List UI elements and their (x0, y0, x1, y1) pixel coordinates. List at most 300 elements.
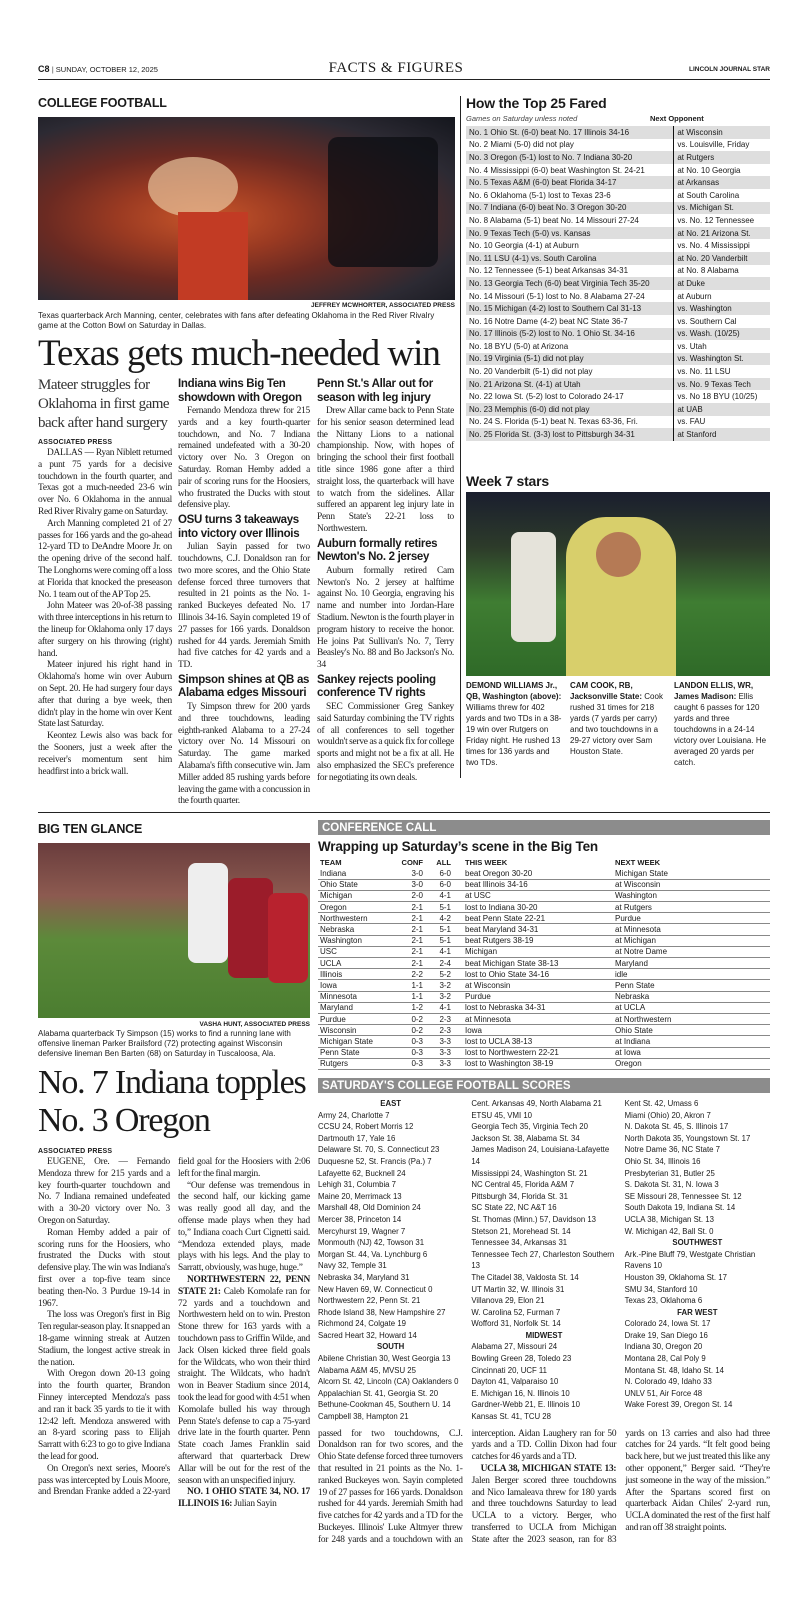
top25-row (466, 328, 770, 341)
star-caption (466, 680, 562, 768)
score-line: W. Michigan 42, Ball St. 0 (624, 1226, 714, 1236)
score-line: N. Dakota St. 45, S. Illinois 17 (624, 1122, 729, 1132)
team-name: Northwestern (318, 913, 393, 924)
top25-row (466, 164, 770, 177)
score-line: Richmond 24, Colgate 19 (318, 1319, 406, 1329)
conf-record: 2-1 (393, 946, 425, 957)
score-line: S. Dakota St. 31, N. Iowa 3 (624, 1180, 719, 1190)
paragraph-lead: NO. 1 OHIO STATE 34, NO. 17 ILLINOIS 16: (178, 1487, 310, 1510)
overall-record: 5-2 (425, 969, 453, 980)
team-name: Michigan State (318, 1036, 393, 1047)
team-name: Penn State (318, 1047, 393, 1058)
next-opponent: at UAB (674, 403, 770, 416)
next-opponent: vs. FAU (674, 416, 770, 429)
score-line: Notre Dame 36, NC State 7 (624, 1145, 720, 1155)
brief-headline: Penn St.'s Allar out for season with leg injury (317, 378, 433, 404)
score-line: Abilene Christian 30, West Georgia 13 (318, 1354, 451, 1364)
alabama-photo (38, 843, 310, 1018)
briefs-column-2 (178, 376, 310, 808)
this-week: lost to Indiana 30-20 (453, 902, 613, 913)
score-line: Montana 28, Cal Poly 9 (624, 1354, 706, 1364)
next-week: Purdue (613, 913, 770, 924)
team-name: USC (318, 946, 393, 957)
byline: ASSOCIATED PRESS (38, 1148, 113, 1155)
conf-record: 2-1 (393, 902, 425, 913)
standings-row (318, 1002, 770, 1013)
overall-record: 5-1 (425, 924, 453, 935)
paragraph-text: EUGENE, Ore. — Fernando Mendoza threw for 215 yards and a key fourth-quarter touchdown and No. 7 Indiana remained undefeated with a 30-20 victory over No. 3 Oregon on Saturday. (38, 1157, 170, 1226)
this-week: beat Oregon 30-20 (453, 868, 613, 879)
big-ten-standings (318, 857, 770, 1070)
overall-record: 2-3 (425, 1013, 453, 1024)
story-paragraph: Mateer injured his right hand in Oklahoma's home win over Auburn on Sept. 20. He had surgery four days after that during a bye week, then didn't play in the home win over Kent State last Saturday. (38, 660, 172, 730)
story-body (38, 448, 172, 778)
team-name: Oregon (318, 902, 393, 913)
next-week: Nebraska (613, 991, 770, 1002)
score-line: NC Central 45, Florida A&M 7 (471, 1180, 575, 1190)
score-line: UT Martin 32, W. Illinois 31 (471, 1284, 565, 1294)
region-header: MIDWEST (525, 1330, 563, 1340)
next-week: Penn State (613, 980, 770, 991)
score-line: Delaware St. 70, S. Connecticut 23 (318, 1145, 440, 1155)
top25-title: How the Top 25 Fared (466, 95, 607, 111)
this-week: lost to Northwestern 22-21 (453, 1047, 613, 1058)
paragraph-text: The loss was Oregon's first in Big Ten regular-season play. It snapped an 18-game winning streak at Autzen Stadium, the longest active streak in the nation. (38, 1310, 170, 1368)
next-opponent: vs. No. 4 Mississippi (674, 239, 770, 252)
next-opponent-header: Next Opponent (650, 114, 704, 123)
brief-headline: OSU turns 3 takeaways into victory over Illinois (178, 514, 300, 540)
conference-call-title: Wrapping up Saturday’s scene in the Big Ten (318, 839, 598, 854)
next-opponent: at Wisconsin (674, 126, 770, 139)
next-opponent: vs. Utah (674, 340, 770, 353)
standings-row (318, 1013, 770, 1024)
game-result: No. 1 Ohio St. (6-0) beat No. 17 Illinois 34-16 (466, 126, 674, 139)
col-team: TEAM (320, 858, 342, 867)
top25-row (466, 378, 770, 391)
game-result: No. 24 S. Florida (5-1) beat N. Texas 63-36, Fri. (469, 417, 638, 427)
score-line: Marshall 48, Old Dominion 24 (318, 1203, 421, 1213)
top25-row (466, 214, 770, 227)
standings-row (318, 946, 770, 957)
top25-row (466, 416, 770, 429)
score-line: Miami (Ohio) 20, Akron 7 (624, 1110, 711, 1120)
brief-text: Auburn formally retired Cam Newton's No. 2 jersey at halftime against No. 10 Georgia, engraving his name and number into Jordan-Hare Stadium. Newton is the fourth player in program history to receive the honor. He joins Pat Sullivan's No. 7, Terry Beasley's No. 88 and Bo Jackson's No. 34 (317, 565, 454, 671)
this-week: Michigan (453, 946, 613, 957)
score-line: Texas 23, Oklahoma 6 (624, 1296, 703, 1306)
score-line: Sacred Heart 32, Howard 14 (318, 1330, 417, 1340)
conf-record: 1-1 (393, 980, 425, 991)
brief-headline: Auburn formally retires Newton's No. 2 jersey (317, 537, 438, 564)
team-name: Ohio State (318, 879, 393, 890)
team-name: Wisconsin (318, 1025, 393, 1036)
game-result: No. 8 Alabama (5-1) beat No. 14 Missouri 27-24 (469, 215, 639, 225)
game-result: No. 23 Memphis (6-0) did not play (466, 403, 674, 416)
page-number: C8 (38, 64, 50, 74)
standings-row (318, 1036, 770, 1047)
this-week: beat Rutgers 38-19 (453, 935, 613, 946)
score-line: CCSU 24, Robert Morris 12 (318, 1122, 414, 1132)
game-result: No. 2 Miami (5-0) did not play (469, 140, 574, 150)
photo-caption: Texas quarterback Arch Manning, center, celebrates with fans after defeating Oklahoma in the Red River Rivalry game at the Cotton Bowl on Saturday in Dallas. (38, 311, 435, 330)
conf-record: 2-0 (393, 890, 425, 901)
score-line: W. Carolina 52, Furman 7 (471, 1307, 561, 1317)
this-week: Purdue (453, 991, 613, 1002)
game-result: No. 20 Vanderbilt (5-1) did not play (469, 367, 593, 377)
game-result: No. 6 Oklahoma (5-1) lost to Texas 23-6 (469, 190, 611, 200)
paper-name: LINCOLN JOURNAL STAR (688, 66, 770, 73)
team-name: Nebraska (318, 924, 393, 935)
next-opponent: vs. Michigan St. (674, 202, 770, 215)
overall-record: 4-1 (425, 890, 453, 901)
score-line: Pittsburgh 34, Florida St. 31 (471, 1191, 568, 1201)
score-line: Cincinnati 20, UCF 11 (471, 1365, 548, 1375)
byline: ASSOCIATED PRESS (38, 439, 113, 446)
game-result: No. 17 Illinois (5-2) lost to No. 1 Ohio St. 34-16 (466, 328, 674, 341)
top25-subtitle: Games on Saturday unless noted (466, 114, 578, 123)
score-line: Georgia Tech 35, Virginia Tech 20 (471, 1122, 588, 1132)
score-line: Jackson St. 38, Alabama St. 34 (471, 1133, 580, 1143)
story-paragraph (38, 1310, 170, 1369)
this-week: at USC (453, 890, 613, 901)
score-line: Cent. Arkansas 49, North Alabama 21 (471, 1099, 602, 1108)
scores-list (318, 1098, 770, 1423)
conf-record: 0-3 (393, 1058, 425, 1069)
brief-text: Drew Allar came back to Penn State for his senior season determined lead the Nittany Lions to a national championship. Now, with hopes of bringing the school their first football title since 1986 gone after a third straight loss, the quarterback will have to watch from the sidelines. Allar suffered an apparent leg injury late in Penn State's 22-21 loss to Northwestern. (317, 406, 454, 534)
next-opponent: at No. 8 Alabama (674, 265, 770, 278)
brief-text: SEC Commissioner Greg Sankey said Saturday combining the TV rights of all conferences to sell together wouldn't serve as a quick fix for college sports and might not be a fix at all. He also emphasized the SEC's preference for negotiating its own deals. (317, 701, 454, 783)
overall-record: 6-0 (425, 868, 453, 879)
score-line: N. Colorado 49, Idaho 33 (624, 1377, 712, 1387)
this-week: at Minnesota (453, 1013, 613, 1024)
region-header: SOUTHWEST (672, 1238, 723, 1248)
top25-row (466, 403, 770, 416)
photo-jersey (178, 212, 248, 300)
page-date: SUNDAY, OCTOBER 12, 2025 (55, 65, 158, 74)
top25-row (466, 252, 770, 265)
next-opponent: vs. No 18 BYU (10/25) (674, 390, 770, 403)
game-result: No. 14 Missouri (5-1) lost to No. 8 Alabama 27-24 (469, 291, 645, 301)
star-caption (570, 680, 666, 768)
star-caption (674, 680, 770, 768)
game-result: No. 3 Oregon (5-1) lost to No. 7 Indiana 30-20 (466, 151, 674, 164)
score-line: Mercer 38, Princeton 14 (318, 1214, 402, 1224)
standings-row (318, 969, 770, 980)
brief-text: Ty Simpson threw for 200 yards and three touchdowns, leading eighth-ranked Alabama to a 27-24 victory over No. 14 Missouri on Saturday. The game marked Alabama's fifth consecutive win. Jam Miller added 85 rushing yards before leaving the game with a concussion in the fourth quarter. (178, 701, 310, 807)
this-week: beat Illinois 34-16 (453, 879, 613, 890)
score-line: Dartmouth 17, Yale 16 (318, 1133, 396, 1143)
overall-record: 4-1 (425, 946, 453, 957)
score-line: Duquesne 52, St. Francis (Pa.) 7 (318, 1156, 432, 1166)
star-text: Cook rushed 31 times for 218 yards (7 yards per carry) and two touchdowns in a 29-27 victory over Sam Houston State. (570, 692, 663, 756)
conf-record: 2-1 (393, 958, 425, 969)
week7-photo (466, 492, 770, 676)
next-week: at Rutgers (613, 902, 770, 913)
news-brief (317, 378, 454, 536)
conf-record: 2-1 (393, 924, 425, 935)
photo-qb (188, 863, 228, 963)
score-line: New Haven 69, W. Connecticut 0 (318, 1284, 433, 1294)
overall-record: 3-3 (425, 1047, 453, 1058)
team-name: Washington (318, 935, 393, 946)
next-opponent: at Duke (674, 277, 770, 290)
top25-row (466, 428, 770, 441)
photo-lineman (228, 878, 273, 978)
top25-row (466, 353, 770, 366)
conf-record: 0-2 (393, 1025, 425, 1036)
standings-row (318, 879, 770, 890)
story-paragraph (178, 1181, 310, 1275)
game-result: No. 21 Arizona St. (4-1) at Utah (466, 378, 674, 391)
next-opponent: vs. No. 12 Tennessee (674, 214, 770, 227)
score-line: North Dakota 35, Youngstown St. 17 (624, 1133, 751, 1143)
top25-row (466, 176, 770, 189)
next-week: idle (613, 969, 770, 980)
photo-credit: JEFFREY MCWHORTER, ASSOCIATED PRESS (311, 302, 455, 309)
paragraph-text: Roman Hemby added a pair of scoring runs for the Hoosiers, who frustrated the Ducks with stout defensive play. The win was Indiana's first over a top-five team since beating then-No. 3 Purdue 19-14 in 1967. (38, 1227, 170, 1309)
top25-row (466, 290, 770, 303)
conf-record: 2-1 (393, 935, 425, 946)
game-result: No. 18 BYU (5-0) at Arizona (469, 341, 569, 351)
star-name: LANDON ELLIS, WR, James Madison: (674, 681, 754, 701)
story-paragraph (38, 1369, 170, 1463)
next-week: Michigan State (613, 868, 770, 879)
photo-player-white (511, 532, 556, 642)
game-result: No. 15 Michigan (4-2) lost to Southern Cal 31-13 (466, 302, 674, 315)
score-line: The Citadel 38, Valdosta St. 14 (471, 1272, 579, 1282)
top25-row (466, 227, 770, 240)
score-line: Gardner-Webb 21, E. Illinois 10 (471, 1400, 580, 1410)
paragraph-text: With Oregon down 20-13 going into the fourth quarter, Brandon Finney intercepted Mendoza's pass and ran it back 35 yards to tie it with 12:42 left. Mendoza answered with an 8-yard scoring pass to Elijah Sarratt with 6:23 to go to give Indiana the lead for good. (38, 1369, 170, 1462)
next-opponent: vs. Louisville, Friday (674, 139, 770, 152)
conf-record: 0-3 (393, 1036, 425, 1047)
paragraph-text: Caleb Komolafe ran for 72 yards and a touchdown and Northwestern held on to win. Preston Stone threw for 163 yards with a touchdown pass to Griffin Wilde, and Jack Olsen kicked three field goals for the Wildcats, who won their third straight. The Wildcats, who hadn't won in Beaver Stadium since 2014, took the lead for good with 4:51 when Komolafe bulled his way through Penn State's defense to cap a 75-yard drive late in the fourth quarter. Penn State coach James Franklin said afterward that quarterback Drew Allar will be out for the rest of the season with an unspecified injury. (178, 1286, 310, 1486)
standings-row (318, 902, 770, 913)
next-opponent: vs. No. 9 Texas Tech (674, 378, 770, 391)
score-line: St. Thomas (Minn.) 57, Davidson 13 (471, 1214, 596, 1224)
texas-story (38, 376, 172, 778)
top25-row (466, 202, 770, 215)
top25-row (466, 315, 770, 328)
conf-record: 2-1 (393, 913, 425, 924)
overall-record: 5-1 (425, 902, 453, 913)
conf-record: 3-0 (393, 868, 425, 879)
next-opponent: at No. 21 Arizona St. (674, 227, 770, 240)
this-week: beat Michigan State 38-13 (453, 958, 613, 969)
next-week: Washington (613, 890, 770, 901)
paragraph-lead: NORTHWESTERN 22, PENN STATE 21: (178, 1274, 310, 1297)
score-line: James Madison 24, Louisiana-Lafayette 14 (471, 1145, 610, 1166)
next-week: Oregon (613, 1058, 770, 1069)
news-brief (317, 674, 454, 785)
next-opponent: vs. Southern Cal (674, 315, 770, 328)
score-line: UCLA 38, Michigan St. 13 (624, 1214, 714, 1224)
paragraph-text: passed for two touchdowns, C.J. Donaldson ran for two scores, and the Ohio State defense forced three turnovers that resulted in 21 points as the No. 1-ranked Buckeyes won. Sayin completed 19 of 27 passes for 166 yards. Donaldson rushed for 44 yards. Jeremiah Smith had five catches for 42 yards and a TD for the Buckeyes. Illinois' Luke Altmyer threw for 248 yards and a touchdown with an interception. Aidan Laughery ran for 50 yards and a TD. Collin Dixon had four catches for 46 yards and a TD. (318, 1428, 617, 1545)
score-line: Dayton 41, Valparaiso 10 (471, 1377, 559, 1387)
team-name: Maryland (318, 1002, 393, 1013)
game-result: No. 5 Texas A&M (6-0) beat Florida 34-17 (466, 176, 674, 189)
score-line: Alabama A&M 45, MVSU 25 (318, 1365, 416, 1375)
brief-headline: Sankey rejects pooling conference TV rights (317, 673, 436, 700)
conf-record: 0-3 (393, 1047, 425, 1058)
score-line: E. Michigan 16, N. Illinois 10 (471, 1388, 570, 1398)
standings-row (318, 1058, 770, 1069)
region-header: FAR WEST (677, 1307, 718, 1317)
next-opponent: vs. No. 11 LSU (674, 365, 770, 378)
top25-row (466, 265, 770, 278)
score-line: Houston 39, Oklahoma St. 17 (624, 1272, 727, 1282)
overall-record: 2-4 (425, 958, 453, 969)
conference-call-bar: CONFERENCE CALL (318, 820, 770, 835)
team-name: Illinois (318, 969, 393, 980)
this-week: lost to Nebraska 34-31 (453, 1002, 613, 1013)
game-result: No. 16 Notre Dame (4-2) beat NC State 36-7 (469, 316, 628, 326)
standings-row (318, 924, 770, 935)
week7-title: Week 7 stars (466, 473, 549, 489)
score-line: Wake Forest 39, Oregon St. 14 (624, 1400, 733, 1410)
overall-record: 6-0 (425, 879, 453, 890)
region-header: EAST (380, 1099, 402, 1108)
score-line: Northwestern 22, Penn St. 21 (318, 1296, 421, 1306)
game-result: No. 9 Texas Tech (5-0) vs. Kansas (466, 227, 674, 240)
scores-bar: SATURDAY'S COLLEGE FOOTBALL SCORES (318, 1078, 770, 1093)
week7-stars (466, 680, 770, 768)
overall-record: 4-1 (425, 1002, 453, 1013)
score-line: Bethune-Cookman 45, Southern U. 14 (318, 1400, 451, 1410)
col-next-week: NEXT WEEK (615, 858, 661, 867)
this-week: beat Penn State 22-21 (453, 913, 613, 924)
score-line: Montana St. 48, Idaho St. 14 (624, 1365, 724, 1375)
score-line: Rhode Island 38, New Hampshire 27 (318, 1307, 446, 1317)
next-week: at Michigan (613, 935, 770, 946)
score-line: Villanova 29, Elon 21 (471, 1296, 545, 1306)
masthead-rule (38, 79, 770, 80)
score-line: Colorado 24, Iowa St. 17 (624, 1319, 711, 1329)
headline-texas: Texas gets much-needed win (38, 333, 440, 374)
next-opponent: at No. 20 Vanderbilt (674, 252, 770, 265)
score-line: Lehigh 31, Columbia 7 (318, 1180, 397, 1190)
score-line: Tennessee 34, Arkansas 31 (471, 1238, 568, 1248)
story-paragraph (38, 1157, 170, 1228)
score-line: Kent St. 42, Umass 6 (624, 1099, 699, 1108)
this-week: lost to Washington 38-19 (453, 1058, 613, 1069)
this-week: at Wisconsin (453, 980, 613, 991)
column-divider (460, 96, 461, 778)
texas-celebration-photo (38, 117, 455, 300)
indiana-story (38, 1148, 310, 1511)
paragraph-text: On Oregon's next series, Moore's pass was intercepted by Louis Moore, and Brendan Franke added a 22-yard field goal for the Hoosiers with 2:06 left for the final margin. (38, 1157, 310, 1498)
college-football-label: COLLEGE FOOTBALL (38, 96, 167, 110)
game-result: No. 7 Indiana (6-0) beat No. 3 Oregon 30-20 (466, 202, 674, 215)
photo-credit: VASHA HUNT, ASSOCIATED PRESS (199, 1021, 310, 1028)
overall-record: 3-2 (425, 980, 453, 991)
standings-row (318, 868, 770, 879)
standings-row (318, 958, 770, 969)
briefs-column-3 (317, 376, 454, 785)
score-line: SE Missouri 28, Tennessee St. 12 (624, 1191, 742, 1201)
score-line: Stetson 21, Morehead St. 14 (471, 1226, 571, 1236)
score-line: Indiana 30, Oregon 20 (624, 1342, 703, 1352)
next-week: at Indiana (613, 1036, 770, 1047)
standings-row (318, 1025, 770, 1036)
paragraph-text: Jalen Berger scored three touchdowns and Nico Iamaleava threw for 180 yards and three touchdowns Saturday to lead UCLA to a victory. Berger, who transferred to UCLA from Michigan State after the 2023 season, ran for 83 yards on 13 carries and also had three catches for 24 yards. “It felt good being back here, but we just treated this like any other opponent,” Berger said. “They're just someone in the way of the mission.” After the Spartans scored first on quarterback Aidan Chiles' 2-yard run, UCLA dominated the rest of the first half and ran off 38 straight points. (471, 1428, 770, 1545)
game-result: No. 13 Georgia Tech (6-0) beat Virginia Tech 35-20 (466, 277, 674, 290)
story-paragraph (38, 1228, 170, 1311)
score-line: Alabama 27, Missouri 24 (471, 1342, 558, 1352)
score-line: Mississippi 24, Washington St. 21 (471, 1168, 588, 1178)
story-body (38, 1157, 310, 1511)
standings-row (318, 935, 770, 946)
score-line: Maine 20, Merrimack 13 (318, 1191, 402, 1201)
this-week: lost to Ohio State 34-16 (453, 969, 613, 980)
overall-record: 2-3 (425, 1025, 453, 1036)
next-week: at Iowa (613, 1047, 770, 1058)
top25-row (466, 365, 770, 378)
standings-row (318, 1047, 770, 1058)
score-line: Appalachian St. 41, Georgia St. 20 (318, 1388, 439, 1398)
next-week: Maryland (613, 958, 770, 969)
team-name: Indiana (318, 868, 393, 879)
story-continued (318, 1429, 770, 1547)
story-paragraph: John Mateer was 20-of-38 passing with three interceptions in his return to the lineup for Oklahoma only 17 days after surgery on his throwing (right) hand. (38, 601, 172, 659)
score-line: Nebraska 34, Maryland 31 (318, 1272, 410, 1282)
star-name: DEMOND WILLIAMS Jr., QB, Washington (above): (466, 681, 562, 701)
next-opponent: at Rutgers (674, 151, 770, 164)
top25-row (466, 239, 770, 252)
score-line: ETSU 45, VMI 10 (471, 1110, 532, 1120)
top25-table (466, 114, 770, 441)
col-all: ALL (436, 858, 451, 867)
team-name: Purdue (318, 1013, 393, 1024)
top25-row (466, 390, 770, 403)
standings-row (318, 991, 770, 1002)
score-line: Army 24, Charlotte 7 (318, 1110, 390, 1120)
next-opponent: vs. Washington (674, 302, 770, 315)
score-line: Monmouth (NJ) 42, Towson 31 (318, 1238, 425, 1248)
score-line: Campbell 38, Hampton 21 (318, 1412, 409, 1422)
next-opponent: vs. Wash. (10/25) (674, 328, 770, 341)
standings-row (318, 913, 770, 924)
story-deck: Mateer struggles for Oklahoma in first game back after hand surgery (38, 377, 170, 431)
game-result: No. 22 Iowa St. (5-2) lost to Colorado 24-17 (469, 392, 624, 402)
overall-record: 5-1 (425, 935, 453, 946)
brief-text: Fernando Mendoza threw for 215 yards and a key fourth-quarter touchdown, and No. 7 Indiana remained undefeated with a 30-20 victory over No. 3 Oregon on Saturday. Roman Hemby added a pair of scoring runs for the Hoosiers, who frustrated the Ducks with stout defensive play. (178, 406, 310, 511)
brief-text: Julian Sayin passed for two touchdowns, C.J. Donaldson ran for two more scores, and the Ohio State defense forced three turnovers that resulted in 21 points as the No. 1-ranked Buckeyes defeated No. 17 Illinois 34-16. Sayin completed 19 of 27 passes for 166 yards. Donaldson rushed for 44 yards. Jeremiah Smith had five catches for 42 yards and a TD. (178, 542, 310, 671)
region-header: SOUTH (377, 1342, 405, 1352)
top25-row (466, 302, 770, 315)
conf-record: 1-1 (393, 991, 425, 1002)
this-week: Iowa (453, 1025, 613, 1036)
score-line: Lafayette 62, Bucknell 24 (318, 1168, 406, 1178)
score-line: SC State 22, NC A&T 16 (471, 1203, 557, 1213)
next-week: at UCLA (613, 1002, 770, 1013)
news-brief (317, 538, 454, 672)
score-line: Tennessee Tech 27, Charleston Southern 13 (471, 1249, 615, 1271)
score-line: Drake 19, San Diego 16 (624, 1330, 708, 1340)
news-brief (178, 514, 310, 672)
star-name: CAM COOK, RB, Jacksonville State: (570, 681, 643, 701)
story-paragraph: Keontez Lewis also was back for the Sooners, just a week after the receiver's momentum sent him headfirst into a brick wall. (38, 731, 172, 777)
overall-record: 3-3 (425, 1036, 453, 1047)
top25-row (466, 189, 770, 202)
brief-headline: Indiana wins Big Ten showdown with Oregon (178, 378, 302, 404)
star-text: Williams threw for 402 yards and two TDs in a 38-19 win over Rutgers on Friday night. He rushed 13 times for 136 yards and two TDs. (466, 703, 562, 767)
story-paragraph (178, 1275, 310, 1487)
next-week: Ohio State (613, 1025, 770, 1036)
next-opponent: at Auburn (674, 290, 770, 303)
score-line: Alcorn St. 42, Lincoln (CA) Oaklanders 0 (318, 1377, 459, 1387)
next-opponent: at Stanford (674, 428, 770, 441)
next-opponent: at South Carolina (674, 189, 770, 202)
